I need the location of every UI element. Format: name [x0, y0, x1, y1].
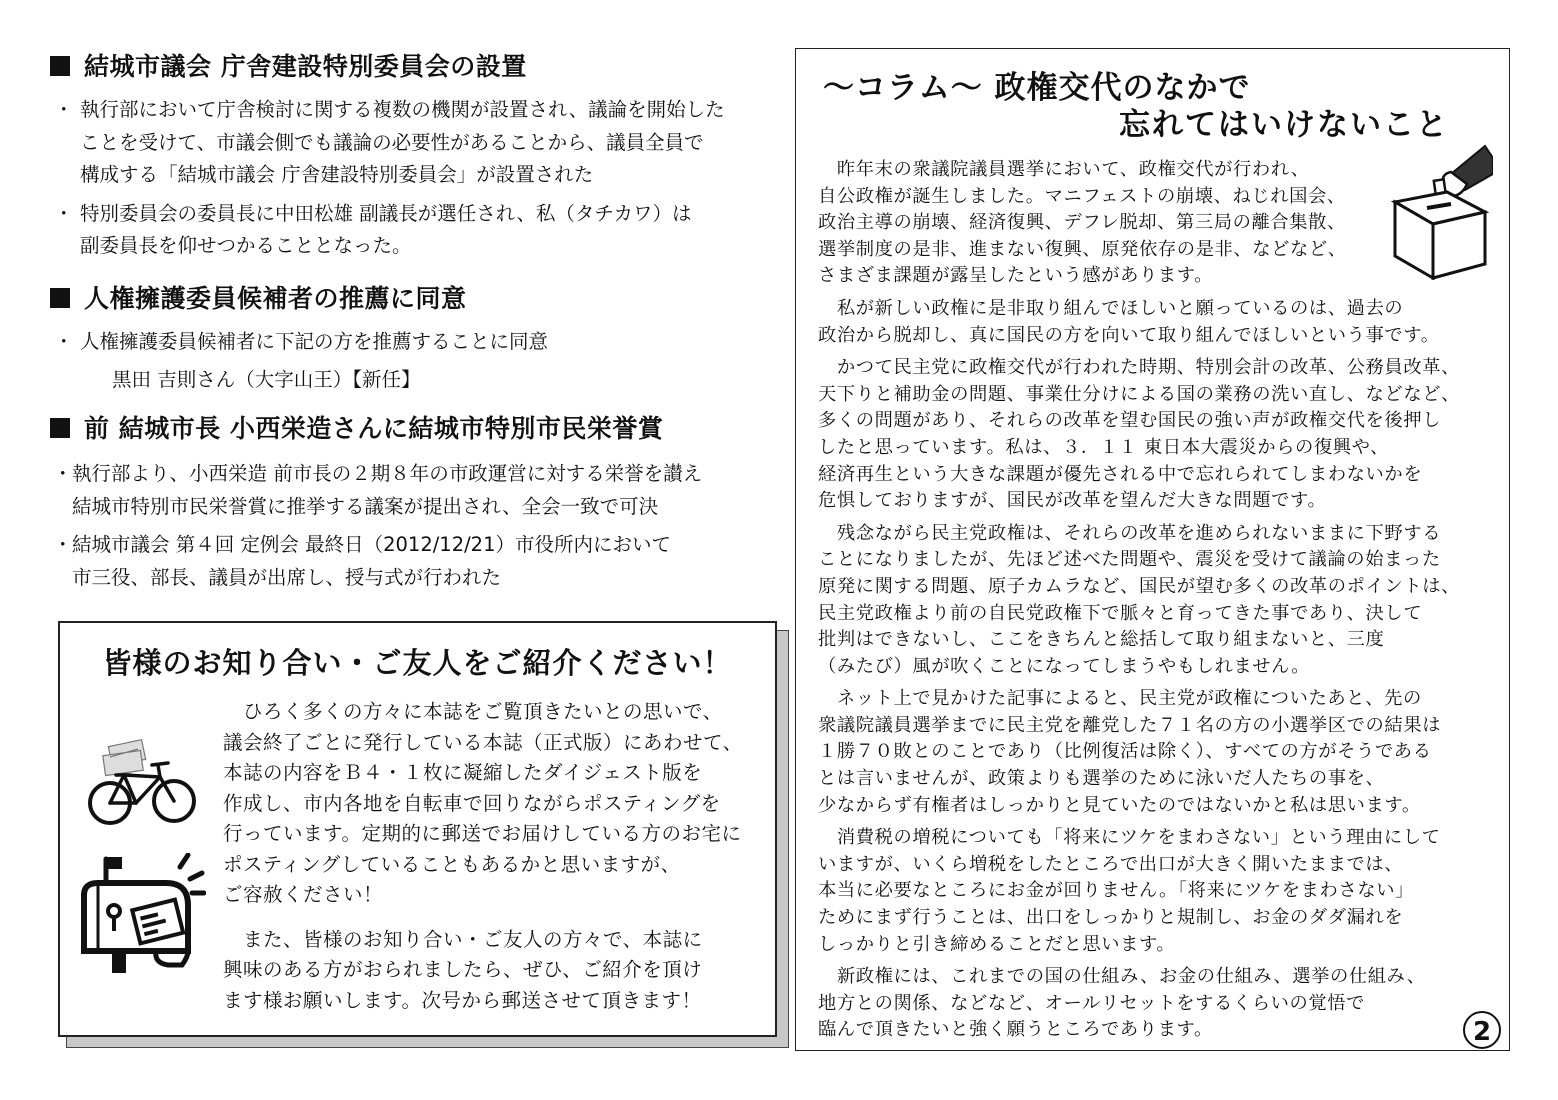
section-heading-committee: 結城市議会 庁舎建設特別委員会の設置	[50, 50, 790, 84]
bicycle-icon	[80, 735, 200, 839]
column-title-line1: ～コラム～ 政権交代のなかで	[823, 70, 1251, 106]
list-item: ・ 結城市議会 第４回 定例会 最終日（2012/12/21）市役所内において 市三役、部長、議員が出席し、授与式が行われた	[53, 533, 671, 589]
square-bullet-icon	[50, 288, 70, 308]
left-column	[50, 50, 790, 594]
list-item: ・ 執行部より、小西栄造 前市長の２期８年の市政運営に対する栄誉を讃え 結城市特別市民栄誉賞に推挙する議案が提出され、全会一致で可決	[53, 462, 703, 518]
list-item: ・ 特別委員会の委員長に中田松雄 副議長が選任され、私（タチカワ）は 副委員長を仰せつかることとなった。	[54, 201, 692, 257]
mailbox-icon	[76, 853, 206, 977]
column-body: 昨年末の衆議院議員選挙において、政権交代が行われ、 自公政権が誕生しました。マニフェストの崩壊、ねじれ国会、 政治主導の崩壊、経済復興、デフレ脱却、第三局の離合集散、 選挙制度の是非、進まない復興、原発依存の是非、などなど、 さまざま課題が露呈したという感があります。 私が新しい政権に是非取り組んでほしいと願っているのは、過去の 政治から脱却し、真に国民の方を向いて取り組んでほしいという事です。 かつて民主党に政権交代が行われた時期、特別会計の改革、公務員改革、 天下りと補助金の問題、事業仕分けによる国の業務の洗い直し、などなど、 多くの問題があり、それらの改革を望む国民の強い声が政権交代を後押し したと思っています。私は、３．１１ 東日本大震災からの復興や、 経済再生という大きな課題が優先される中で忘れられてしまわないかを 危惧しておりますが、国民が改革を望んだ大きな問題です。 残念ながら民主党政権は、それらの改革を進められないままに下野する ことになりましたが、先ほど述べた問題や、震災を受けて議論の始まった 原発に関する問題、原子カムラなど、国民が望む多くの改革のポイントは、 民主党政権より前の自民党政権下で脈々と育ってきた事であり、決して 批判はできないし、ここをきちんと総括して取り組まないと、三度 （みたび）風が吹くことになってしまうやもしれません。 ネット上で見かけた記事によると、民主党が政権についたあと、先の 衆議院議員選挙までに民主党を離党した７１名の方の小選挙区での結果は １勝７０敗とのことであり（比例復活は除く）、すべての方がそうである とは言いませんが、政策よりも選挙のために泳いだ人たちの事を、 少なからず有権者はしっかりと見ていたのではないかと私は思います。 消費税の増税についても「将来にツケをまわさない」という理由にして いますが、いくら増税をしたところで出口が大きく開いたままでは、 本当に必要なところにお金が回りません。「将来にツケをまわさない」 ためにまず行うことは、出口をしっかりと規制し、お金のダダ漏れを しっかりと引き締めることだと思います。 新政権には、これまでの国の仕組み、お金の仕組み、選挙の仕組み、 地方との関係、などなど、オールリセットをするくらいの覚悟で 臨んで頂きたいと強く願うところであります。	[818, 159, 1460, 1041]
column-title-line2: 忘れてはいけないこと	[1119, 107, 1449, 143]
list-item: ・ 人権擁護委員候補者に下記の方を推薦することに同意	[54, 329, 549, 353]
square-bullet-icon	[50, 56, 70, 76]
page-number: 2	[1463, 1011, 1501, 1049]
list-item: ・ 執行部において庁舎検討に関する複数の機関が設置され、議論を開始した ことを受けて、市議会側でも議論の必要性があることから、議員全員で 構成する「結城市議会 庁舎建設特別委員会」が設置された	[54, 98, 725, 186]
section-heading-human-rights: 人権擁護委員候補者の推薦に同意	[50, 282, 790, 316]
intro-box	[58, 621, 777, 1037]
column-box	[795, 48, 1510, 1051]
square-bullet-icon	[50, 418, 70, 438]
section-heading-award: 前 結城市長 小西栄造さんに結城市特別市民栄誉賞	[50, 412, 790, 446]
nominee-name: 黒田 吉則さん（大字山王）【新任】	[112, 368, 421, 391]
intro-box-title: 皆様のお知り合い・ご友人をご紹介ください！	[102, 646, 733, 680]
intro-box-body: ひろく多くの方々に本誌をご覧頂きたいとの思いで、 議会終了ごとに発行している本誌（正式版）にあわせて、 本誌の内容をＢ４・１枚に凝縮したダイジェスト版を 作成し、市内各地を自転車で回りながらポスティングを 行っています。定期的に郵送でお届けしている方のお宅に ポスティングしていることもあるかと思いますが、 ご容赦ください！ また、皆様のお知り合い・ご友人の方々で、本誌に 興味のある方がおられましたら、ぜひ、ご紹介を頂け ます様お願いします。次号から郵送させて頂きます！	[223, 700, 743, 1012]
